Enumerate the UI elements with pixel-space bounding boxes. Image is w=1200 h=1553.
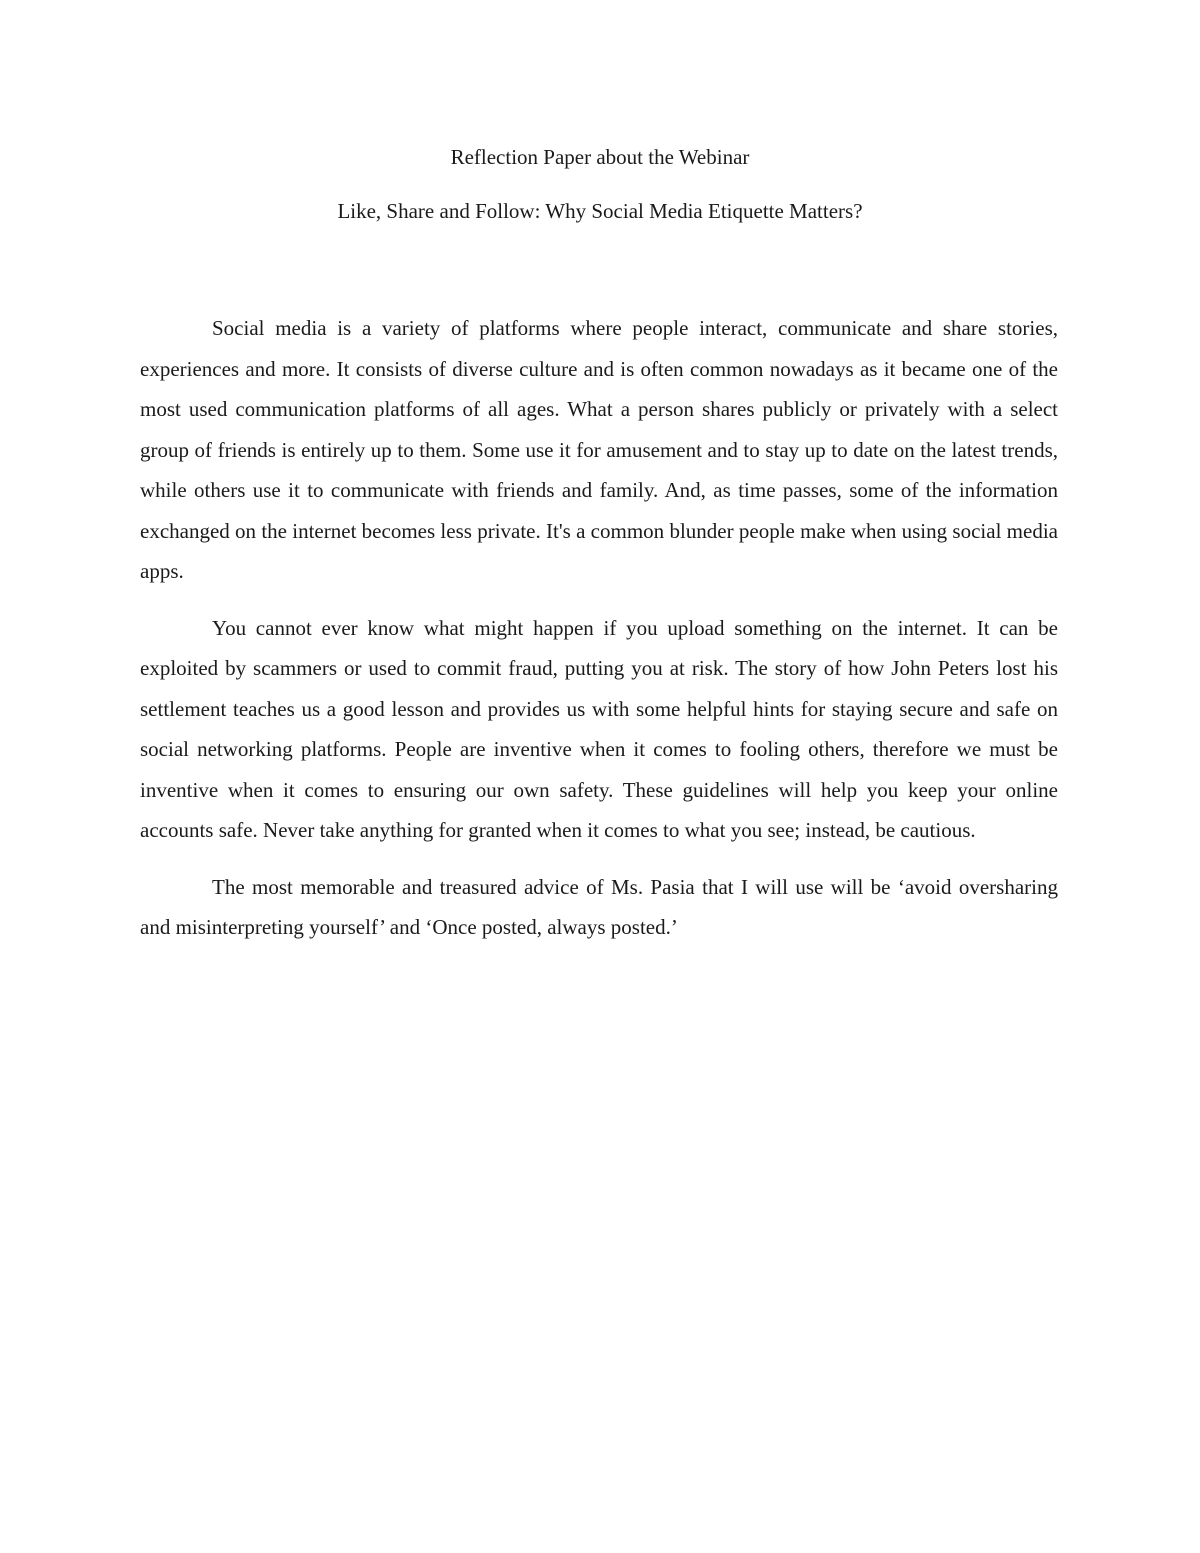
document-body: [140, 308, 1058, 964]
document-subtitle: Like, Share and Follow: Why Social Media Etiquette Matters?: [337, 199, 863, 223]
paragraph-online-risks: You cannot ever know what might happen if you upload something on the internet. It can be exploited by scammers or used to commit fraud, putting you at risk. The story of how John Peters lost his settlement teaches us a good lesson and provides us with some helpful hints for staying secure and safe on social networking platforms. People are inventive when it comes to fooling others, therefore we must be inventive when it comes to ensuring our own safety. These guidelines will help you keep your online accounts safe. Never take anything for granted when it comes to what you see; instead, be cautious.: [140, 615, 1058, 842]
document-title: Reflection Paper about the Webinar: [450, 145, 750, 169]
paragraph-advice: The most memorable and treasured advice of Ms. Pasia that I will use will be ‘avoid oversharing and misinterpreting yourself’ and ‘Once posted, always posted.’: [140, 874, 1058, 939]
paragraph-social-media: Social media is a variety of platforms where people interact, communicate and share stories, experiences and more. It consists of diverse culture and is often common nowadays as it became one of the most used communication platforms of all ages. What a person shares publicly or privately with a select group of friends is entirely up to them. Some use it for amusement and to stay up to date on the latest trends, while others use it to communicate with friends and family. And, as time passes, some of the information exchanged on the internet becomes less private. It's a common blunder people make when using social media apps.: [140, 316, 1058, 583]
